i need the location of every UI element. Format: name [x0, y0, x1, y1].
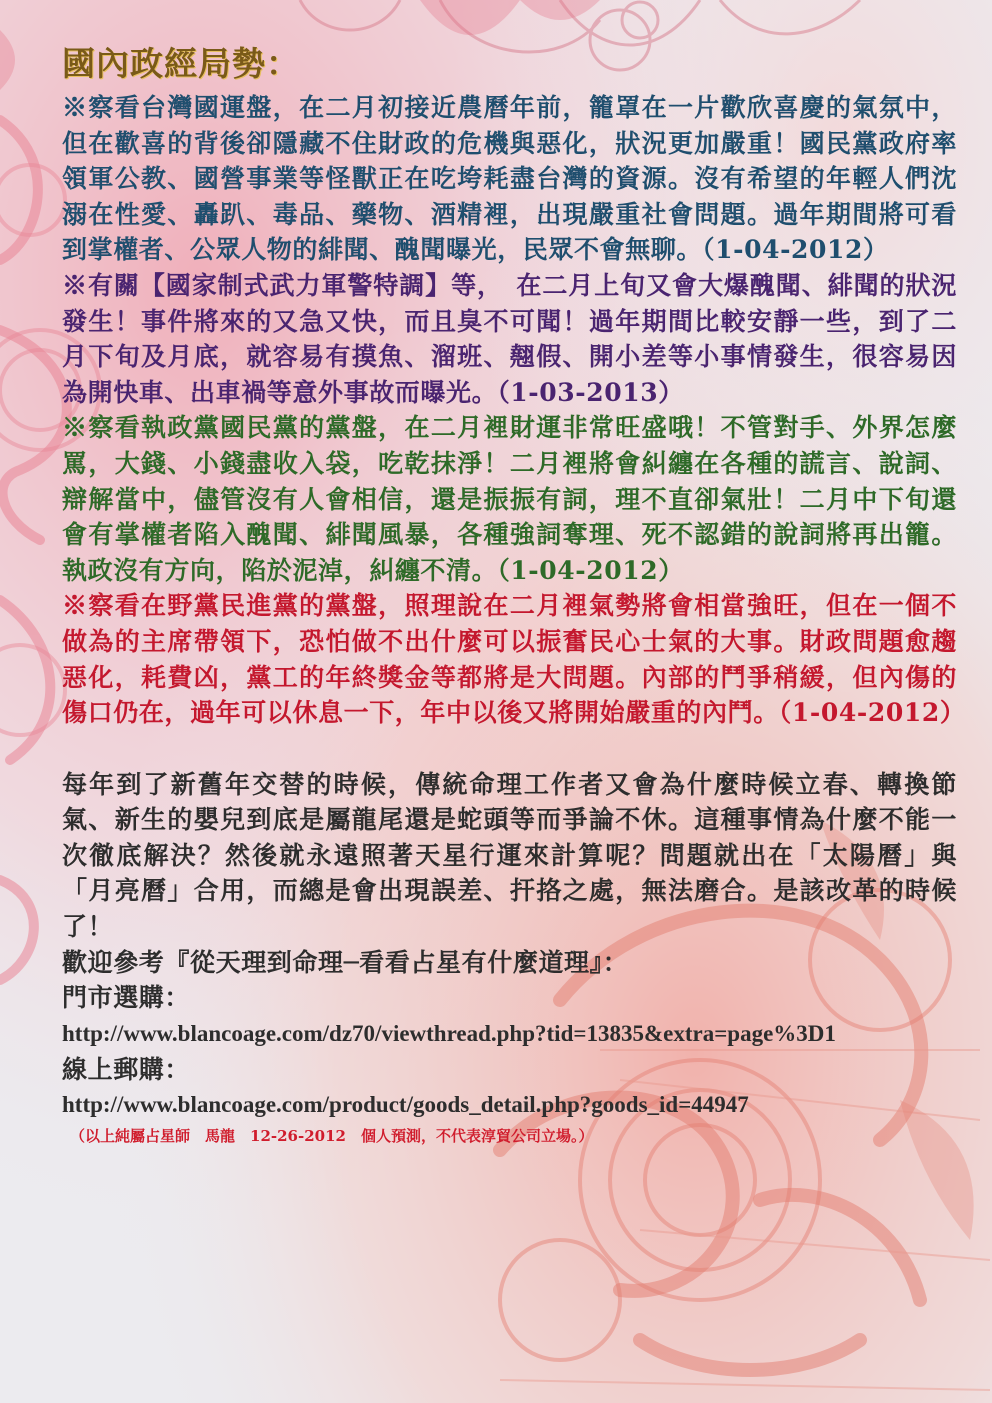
- paragraph-calendar-note: 每年到了新舊年交替的時候，傳統命理工作者又會為什麼時候立春、轉換節氣、新生的嬰兒到底是屬龍尾還是蛇頭等而爭論不休。這種事情為什麼不能一次徹底解決？然後就永遠照著天星行運來計算呢？問題就出在「太陽曆」與「月亮曆」合用，而總是會出現誤差、扞挌之處，無法磨合。是該改革的時候了！: [62, 769, 957, 942]
- page-title: 國內政經局勢：: [62, 44, 300, 83]
- paragraph-spacer: [62, 731, 957, 767]
- disclaimer-note: （以上純屬占星師 馬龍 12-26-2012 個人預測，不代表淳貿公司立場。）: [70, 1127, 594, 1146]
- paragraph-kmt-chart: ※察看執政黨國民黨的黨盤，在二月裡財運非常旺盛哦！不管對手、外界怎麼罵，大錢、小錢盡收入袋，吃乾抹淨！二月裡將會糾纏在各種的謊言、說詞、辯解當中，儘管沒有人會相信，還是振振有詞，理不直卻氣壯！二月中下旬還會有掌權者陷入醜聞、緋聞風暴，各種強詞奪理、死不認錯的說詞將再出籠。執政沒有方向，陷於泥淖，糾纏不清。（1-04-2012）: [62, 413, 957, 585]
- paragraph-military-police: ※有關【國家制式武力軍警特調】等， 在二月上旬又會大爆醜聞、緋聞的狀況發生！事件將來的又急又快，而且臭不可聞！過年期間比較安靜一些，到了二月下旬及月底，就容易有摸魚、溜班、翹假、開小差等小事情發生，很容易因為開快車、出車禍等意外事故而曝光。（1-03-2013）: [62, 270, 957, 407]
- paragraph-dpp-chart: ※察看在野黨民進黨的黨盤，照理說在二月裡氣勢將會相當強旺，但在一個不做為的主席帶領下，恐怕做不出什麼可以振奮民心士氣的大事。財政問題愈趨惡化，耗費凶，黨工的年終獎金等都將是大問題。內部的鬥爭稍緩，但內傷的傷口仍在，過年可以休息一下，年中以後又將開始嚴重的內鬥。（1-04-2012）: [62, 591, 966, 728]
- book-reference: 歡迎參考『從天理到命理─看看占星有什麼道理』：: [62, 947, 629, 977]
- store-purchase-label: 門市選購：: [62, 983, 191, 1013]
- paragraph-national-chart: ※察看台灣國運盤，在二月初接近農曆年前，籠罩在一片歡欣喜慶的氣氛中，但在歡喜的背後卻隱藏不住財政的危機與惡化，狀況更加嚴重！國民黨政府率領軍公教、國營事業等怪獸正在吃垮耗盡台灣的資源。沒有希望的年輕人們沈溺在性愛、轟趴、毒品、藥物、酒精裡，出現嚴重社會問題。過年期間將可看到掌權者、公眾人物的緋聞、醜聞曝光，民眾不會無聊。（1-04-2012）: [62, 93, 957, 265]
- online-purchase-label: 線上郵購：: [62, 1054, 191, 1084]
- document-content: [62, 38, 966, 1149]
- online-purchase-link[interactable]: http://www.blancoage.com/product/goods_detail.php?goods_id=44947: [62, 1092, 749, 1118]
- store-purchase-link[interactable]: http://www.blancoage.com/dz70/viewthread.php?tid=13835&extra=page%3D1: [62, 1020, 836, 1046]
